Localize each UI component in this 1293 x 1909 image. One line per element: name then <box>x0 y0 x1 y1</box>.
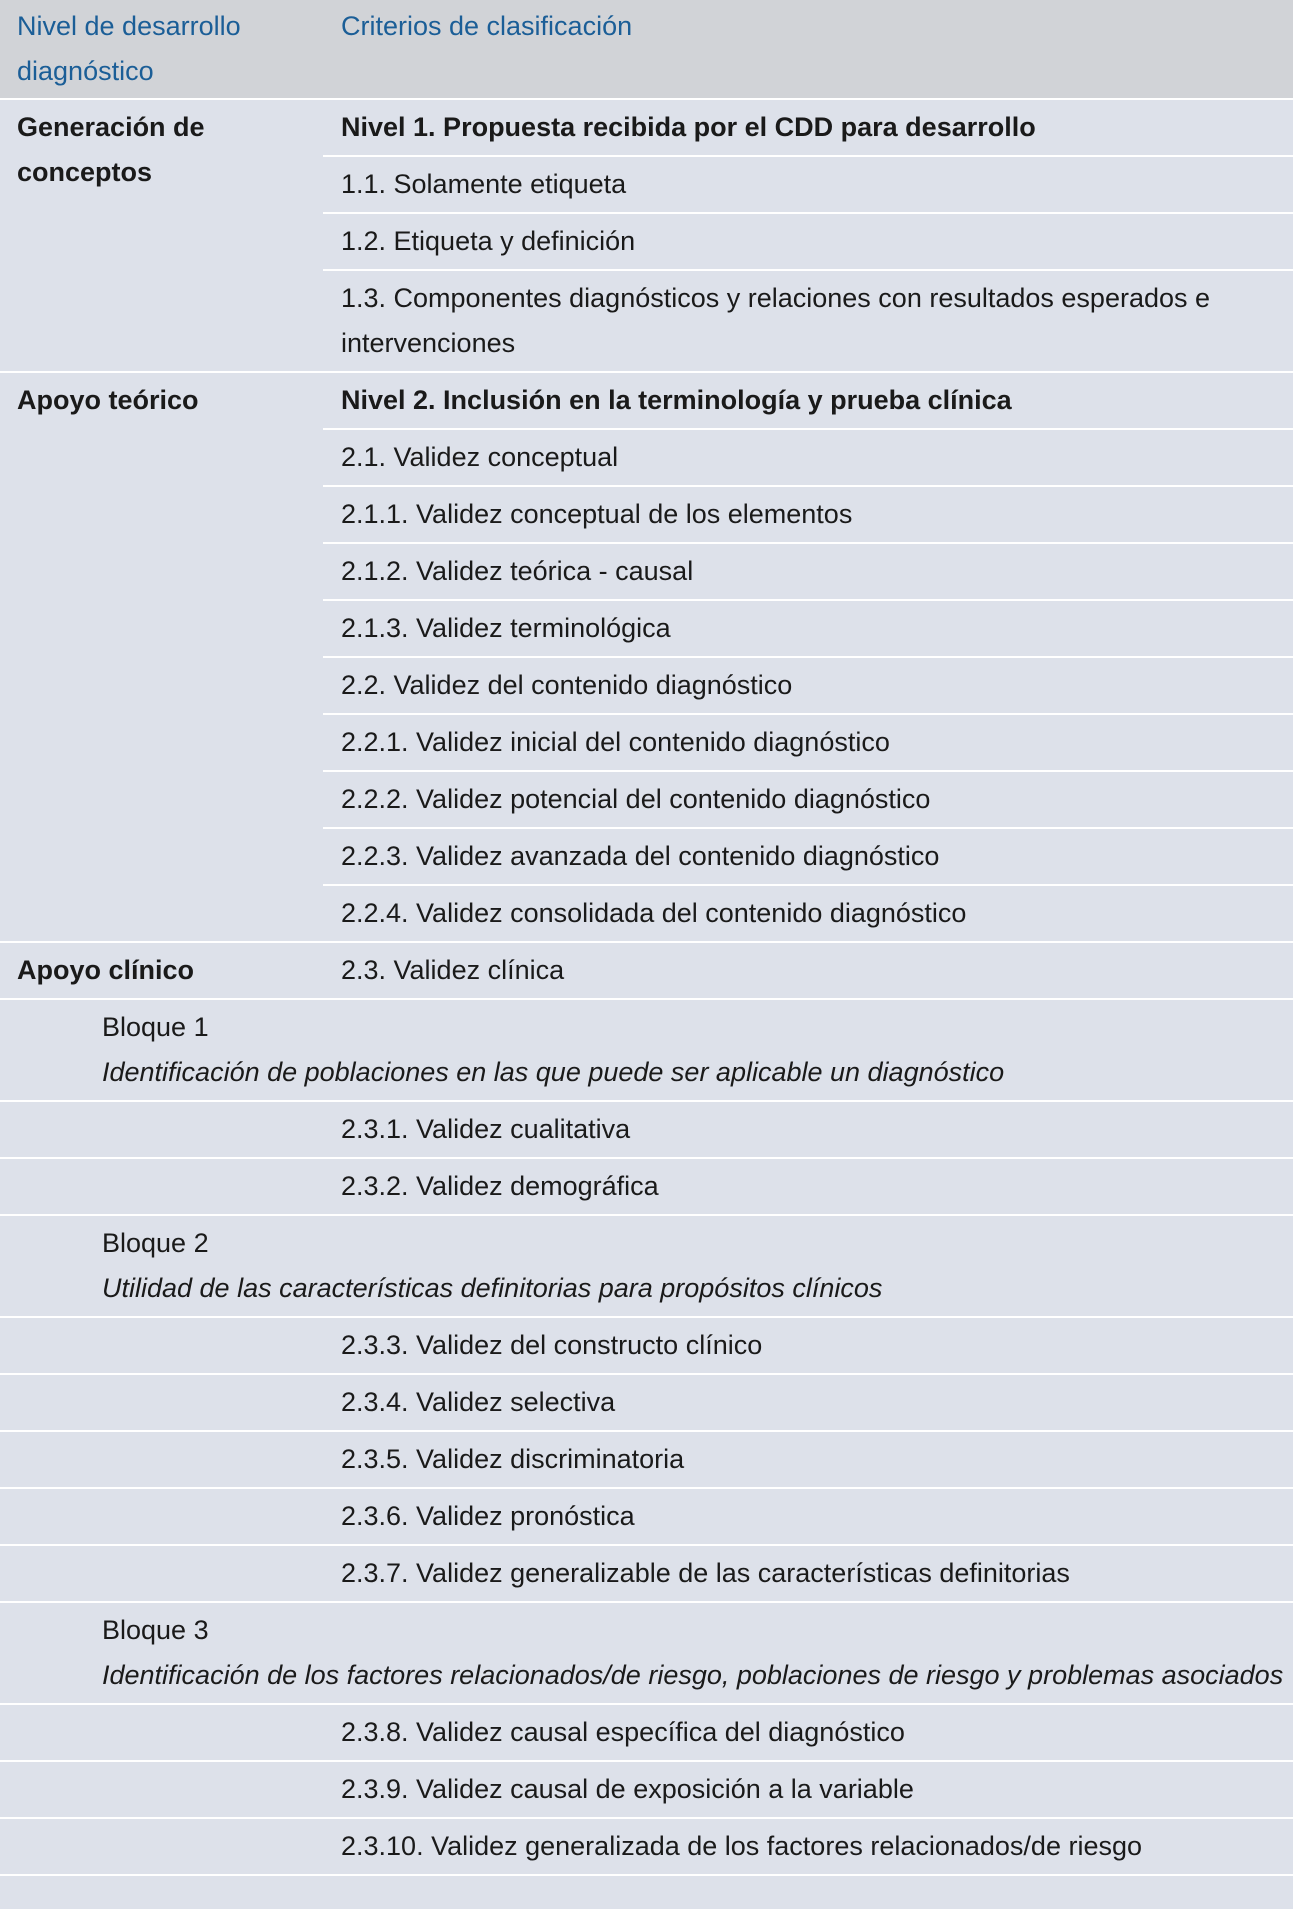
criteria-row: 2.2. Validez del contenido diagnóstico <box>323 656 1293 713</box>
table-body <box>0 100 1293 1876</box>
criteria-row: Nivel 1. Propuesta recibida por el CDD para desarrollo <box>341 112 1036 142</box>
block-title: Bloque 2 <box>102 1228 209 1258</box>
criteria-row: 2.3.4. Validez selectiva <box>0 1375 1293 1432</box>
criteria-row: 2.3.1. Validez cualitativa <box>0 1102 1293 1159</box>
table-header <box>0 0 1293 100</box>
table-section <box>0 100 1293 373</box>
criteria-row: 1.2. Etiqueta y definición <box>323 212 1293 269</box>
criteria-row: 1.3. Componentes diagnósticos y relaciones con resultados esperados e intervenciones <box>323 269 1293 371</box>
table-section <box>0 373 1293 943</box>
criteria-row: 2.1.3. Validez terminológica <box>323 599 1293 656</box>
block-title: Bloque 3 <box>102 1615 209 1645</box>
section-criteria <box>323 373 1293 941</box>
criteria-row: 2.2.1. Validez inicial del contenido diagnóstico <box>323 713 1293 770</box>
header-criteria: Criterios de clasificación <box>341 11 633 41</box>
block-header <box>0 1216 1293 1318</box>
criteria-row: 1.1. Solamente etiqueta <box>323 155 1293 212</box>
criteria-row: 2.3.7. Validez generalizable de las características definitorias <box>0 1546 1293 1603</box>
table-section <box>0 943 1293 1000</box>
criteria-row: 2.3.6. Validez pronóstica <box>0 1489 1293 1546</box>
block-subtitle: Identificación de los factores relacionados/de riesgo, poblaciones de riesgo y problemas asociados <box>102 1660 1284 1690</box>
section-criteria <box>323 943 1293 998</box>
criteria-row: 2.3.9. Validez causal de exposición a la variable <box>0 1762 1293 1819</box>
criteria-row: 2.3. Validez clínica <box>341 955 565 985</box>
section-label: Apoyo teórico <box>17 385 199 415</box>
section-label: Apoyo clínico <box>17 955 195 985</box>
section-criteria <box>323 100 1293 371</box>
criteria-row: 2.3.10. Validez generalizada de los factores relacionados/de riesgo <box>0 1819 1293 1876</box>
criteria-row: 2.3.2. Validez demográfica <box>0 1159 1293 1216</box>
block-header <box>0 1000 1293 1102</box>
criteria-row: 2.3.5. Validez discriminatoria <box>0 1432 1293 1489</box>
criteria-row: 2.2.2. Validez potencial del contenido diagnóstico <box>323 770 1293 827</box>
block-title: Bloque 1 <box>102 1012 209 1042</box>
block-subtitle: Identificación de poblaciones en las que puede ser aplicable un diagnóstico <box>102 1057 1005 1087</box>
criteria-row: Nivel 2. Inclusión en la terminología y prueba clínica <box>341 385 1012 415</box>
criteria-row: 2.1.2. Validez teórica - causal <box>323 542 1293 599</box>
criteria-row: 2.1.1. Validez conceptual de los elementos <box>323 485 1293 542</box>
criteria-row: 2.2.3. Validez avanzada del contenido diagnóstico <box>323 827 1293 884</box>
criteria-row: 2.3.8. Validez causal específica del diagnóstico <box>0 1705 1293 1762</box>
section-label: Generación de conceptos <box>17 112 205 187</box>
criteria-row: 2.2.4. Validez consolidada del contenido diagnóstico <box>323 884 1293 941</box>
block-subtitle: Utilidad de las características definitorias para propósitos clínicos <box>102 1273 883 1303</box>
block-header <box>0 1603 1293 1705</box>
criteria-row: 2.1. Validez conceptual <box>323 428 1293 485</box>
criteria-row: 2.3.3. Validez del constructo clínico <box>0 1318 1293 1375</box>
header-level: Nivel de desarrollo diagnóstico <box>17 11 241 86</box>
